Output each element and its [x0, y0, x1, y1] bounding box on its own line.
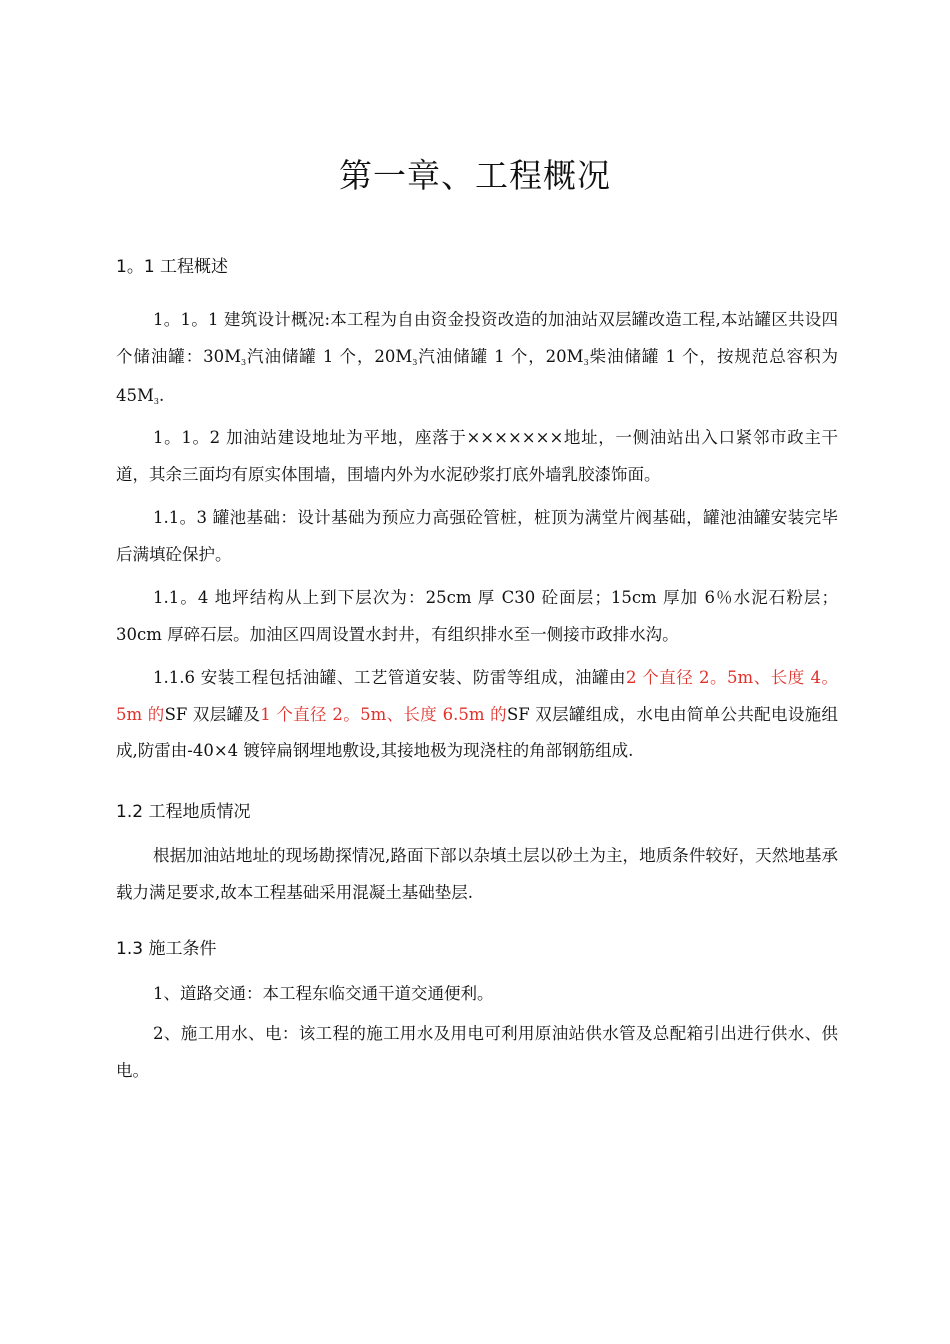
- paragraph-1-1-4: 1.1。4 地坪结构从上到下层次为：25cm 厚 C30 砼面层；15cm 厚加 6％水泥石粉层；30cm 厚碎石层。加油区四周设置水封井，有组织排水至一侧接市政排水沟。: [116, 588, 838, 644]
- superscript: 3: [583, 357, 589, 367]
- superscript: 3: [412, 357, 418, 367]
- paragraph-1-3-2: 2、施工用水、电：该工程的施工用水及用电可利用原油站供水管及总配箱引出进行供水、供电。: [116, 1024, 838, 1080]
- highlight-text: 1 个直径 2。5m、长度 6.5m 的: [260, 704, 507, 724]
- paragraph-1-1-6-text-b: SF 双层罐及: [164, 704, 261, 724]
- paragraph-1-1-1-text-a: 1。1。1 建筑设计概况:本工程为自由资金投资改造的加油站双层罐改造工程,本站罐区共设四个储油罐：30M: [116, 310, 838, 366]
- paragraph-1-1-1-text-e: .: [158, 386, 165, 405]
- section-heading-1-3: 1.3 施工条件: [116, 939, 217, 959]
- paragraph-1-3-1: 1、道路交通：本工程东临交通干道交通便利。: [153, 984, 494, 1003]
- section-heading-1-1: 1。1 工程概述: [116, 257, 229, 277]
- paragraph-1-1-1-text-d: 柴油储罐 1 个，按规范总容积为 45M: [116, 346, 838, 405]
- superscript: 3: [241, 357, 247, 367]
- superscript: 3: [153, 397, 159, 406]
- paragraph-1-1-3: 1.1。3 罐池基础：设计基础为预应力高强砼管桩，桩顶为满堂片阀基础，罐池油罐安装完毕后满填砼保护。: [116, 508, 838, 564]
- highlight-text: 2 个直径 2。5m、长度 4。5m 的: [116, 668, 839, 724]
- paragraph-1-1-1: [116, 302, 838, 418]
- chapter-title: 第一章、工程概况: [339, 156, 611, 195]
- paragraph-1-1-6-text-a: 1.1.6 安装工程包括油罐、工艺管道安装、防雷等组成，油罐由: [153, 668, 626, 687]
- paragraph-1-1-6-text-c: SF 双层罐组成，水电由简单公共配电设施组成,防雷由-40×4 镀锌扁钢埋地敷设,其接地极为现浇柱的角部钢筋组成.: [116, 704, 839, 760]
- paragraph-1-2: 根据加油站地址的现场勘探情况,路面下部以杂填土层以砂土为主，地质条件较好，天然地基承载力满足要求,故本工程基础采用混凝土基础垫层.: [116, 846, 838, 902]
- section-heading-1-2: 1.2 工程地质情况: [116, 802, 251, 822]
- paragraph-1-1-6: [116, 660, 838, 770]
- paragraph-1-1-1-text-b: 汽油储罐 1 个，20M: [246, 346, 413, 366]
- paragraph-1-1-2: 1。1。2 加油站建设地址为平地，座落于×××××××地址，一侧油站出入口紧邻市政主干道，其余三面均有原实体围墙，围墙内外为水泥砂浆打底外墙乳胶漆饰面。: [116, 428, 838, 484]
- paragraph-1-1-1-text-c: 汽油储罐 1 个，20M: [417, 346, 584, 366]
